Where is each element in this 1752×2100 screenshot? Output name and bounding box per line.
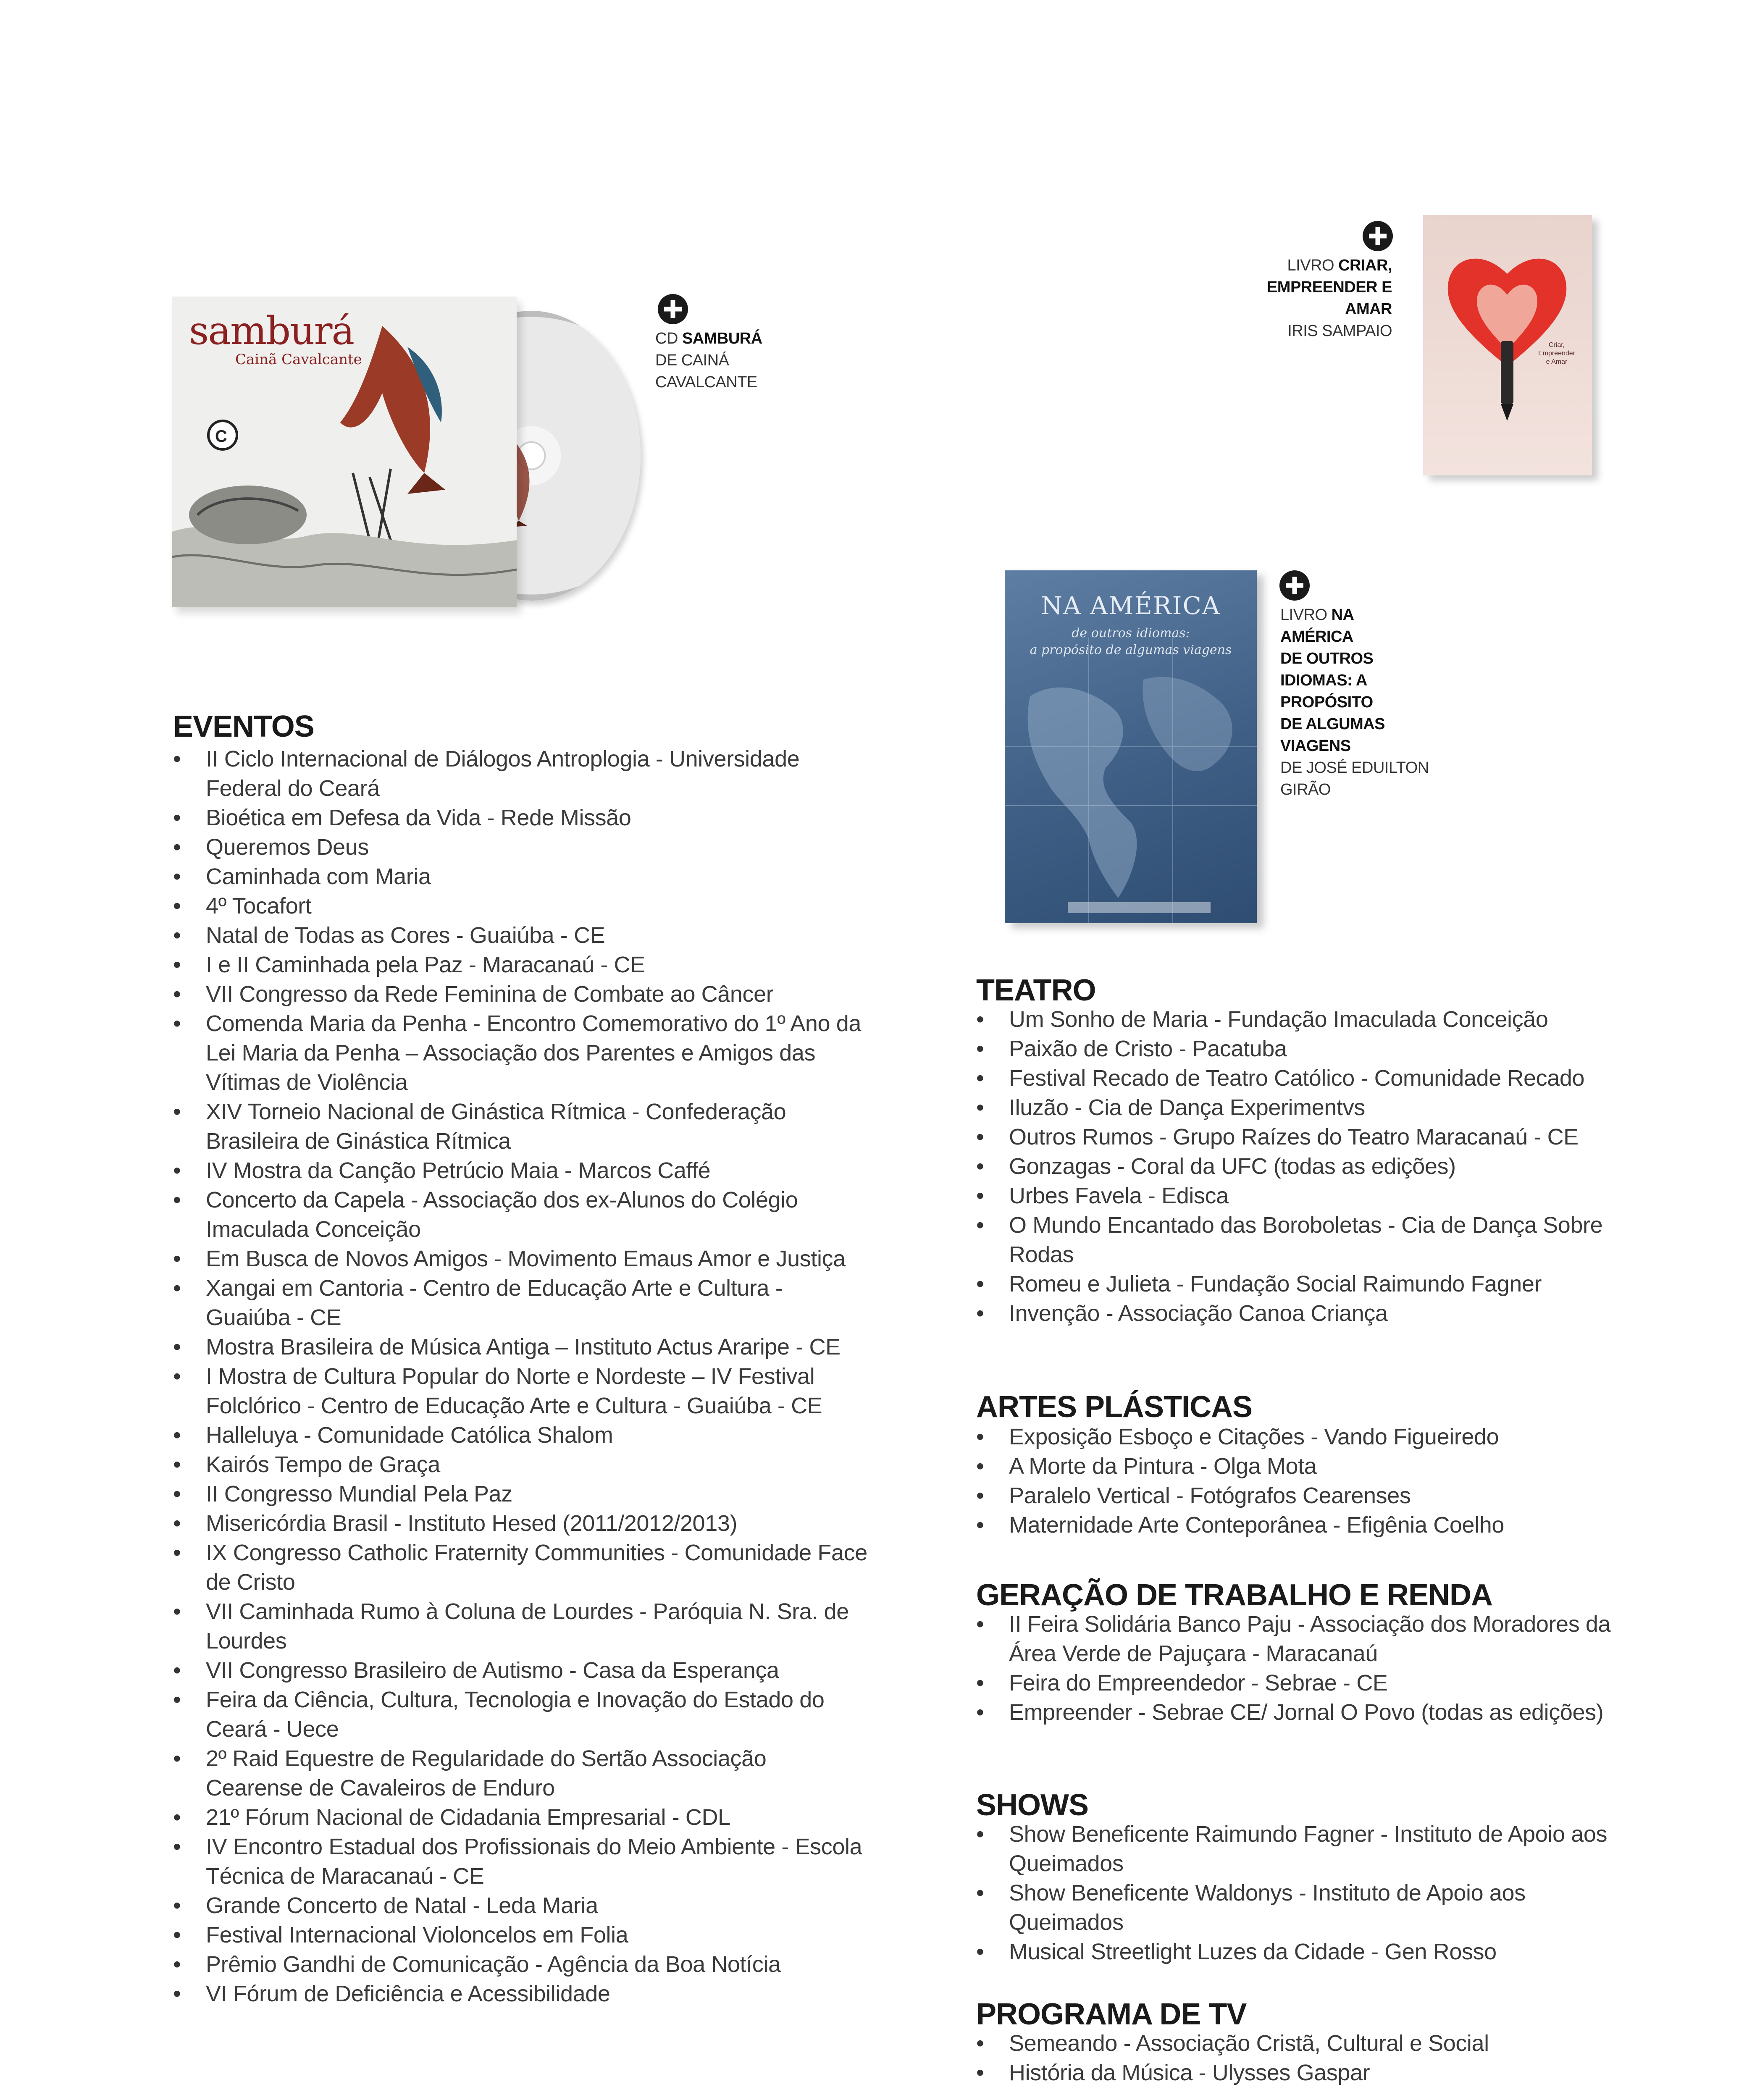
book-blue-title-2: AMÉRICA (1280, 628, 1353, 646)
section-title-teatro: TEATRO (976, 974, 1096, 1007)
cd-author-line-1: DE CAINÁ (655, 352, 729, 369)
teatro-list-item: • O Mundo Encantado das Boroboletas - Cia de Dança Sobre Rodas (975, 1210, 1613, 1269)
cd-cover-illustration-icon (172, 297, 517, 607)
book-red-cover-text (1531, 341, 1582, 366)
book-red-cover-line-3: e Amar (1546, 358, 1568, 365)
eventos-list-item: • Festival Internacional Violoncelos em Folia (171, 1920, 869, 1950)
plus-icon-book-red[interactable] (1363, 221, 1393, 251)
shows-list-item: • Show Beneficente Waldonys - Instituto de Apoio aos Queimados (975, 1878, 1613, 1937)
section-title-tv: PROGRAMA DE TV (976, 1998, 1247, 2031)
eventos-list-item: • VII Congresso da Rede Feminina de Combate ao Câncer (171, 979, 869, 1009)
eventos-list-item: • Em Busca de Novos Amigos - Movimento Emaus Amor e Justiça (171, 1244, 869, 1273)
cd-kind: CD (655, 330, 678, 347)
book-blue-cover-sub-1: de outros idiomas: (1072, 626, 1190, 640)
heart-pen-icon (1440, 240, 1574, 425)
eventos-list (171, 744, 869, 2008)
book-blue-title-1: NA (1331, 606, 1354, 624)
eventos-list-item: • Misericórdia Brasil - Instituto Hesed (2011/2012/2013) (171, 1509, 869, 1538)
teatro-list-item: • Outros Rumos - Grupo Raízes do Teatro Maracanaú - CE (975, 1122, 1613, 1152)
book-red-title-2: EMPREENDER E (1266, 278, 1392, 296)
book-red-kind: LIVRO (1287, 257, 1334, 274)
section-title-geracao: GERAÇÃO DE TRABALHO E RENDA (976, 1578, 1493, 1612)
teatro-list-item: • Invenção - Associação Canoa Criança (975, 1299, 1613, 1328)
teatro-list-item: • Paixão de Cristo - Pacatuba (975, 1034, 1613, 1063)
artes-list-item: • A Morte da Pintura - Olga Mota (975, 1452, 1613, 1481)
geracao-list-item: • Feira do Empreendedor - Sebrae - CE (975, 1668, 1613, 1698)
book-blue-title-4: IDIOMAS: A (1280, 672, 1367, 689)
book-blue-title-3: DE OUTROS (1280, 650, 1374, 667)
book-blue-author-2: GIRÃO (1280, 781, 1331, 798)
book-red-title-1: CRIAR, (1338, 257, 1392, 274)
shows-list-item: • Show Beneficente Raimundo Fagner - Instituto de Apoio aos Queimados (975, 1819, 1613, 1878)
eventos-list-item: • II Congresso Mundial Pela Paz (171, 1479, 869, 1509)
book-blue-title-7: VIAGENS (1280, 737, 1351, 755)
eventos-list-item: • 2º Raid Equestre de Regularidade do Sertão Associação Cearense de Cavaleiros de Enduro (171, 1744, 869, 1803)
cd-title: SAMBURÁ (682, 330, 762, 347)
eventos-list-item: • IV Encontro Estadual dos Profissionais do Meio Ambiente - Escola Técnica de Maracanaú - CE (171, 1832, 869, 1891)
book-blue-cover-title: NA AMÉRICA (1041, 591, 1221, 620)
tv-list (975, 2029, 1613, 2087)
cd-cover-title: samburá (189, 308, 354, 353)
book-red-caption (1243, 255, 1392, 342)
eventos-list-item: • Kairós Tempo de Graça (171, 1450, 869, 1479)
teatro-list-item: • Gonzagas - Coral da UFC (todas as edições) (975, 1152, 1613, 1181)
eventos-list-item: • Prêmio Gandhi de Comunicação - Agência da Boa Notícia (171, 1950, 869, 1979)
section-title-eventos: EVENTOS (173, 710, 314, 743)
eventos-list-item: • VI Fórum de Deficiência e Acessibilidade (171, 1979, 869, 2008)
eventos-list-item: • XIV Torneio Nacional de Ginástica Rítmica - Confederação Brasileira de Ginástica Rítmica (171, 1097, 869, 1156)
eventos-list-item: • Grande Concerto de Natal - Leda Maria (171, 1891, 869, 1920)
shows-list-item: • Musical Streetlight Luzes da Cidade - Gen Rosso (975, 1937, 1613, 1966)
eventos-list-item: • VII Congresso Brasileiro de Autismo - Casa da Esperança (171, 1656, 869, 1685)
eventos-list-item: • 4º Tocafort (171, 891, 869, 921)
eventos-list-item: • Concerto da Capela - Associação dos ex-Alunos do Colégio Imaculada Conceição (171, 1185, 869, 1244)
teatro-list-item: • Urbes Favela - Edisca (975, 1181, 1613, 1210)
artes-list-item: • Exposição Esboço e Citações - Vando Figueiredo (975, 1422, 1613, 1452)
teatro-list (975, 1005, 1613, 1328)
book-blue-cover-subtitle (1005, 625, 1257, 659)
eventos-list-item: • IV Mostra da Canção Petrúcio Maia - Marcos Caffé (171, 1156, 869, 1185)
eventos-list-item: • Xangai em Cantoria - Centro de Educação Arte e Cultura - Guaiúba - CE (171, 1273, 869, 1332)
eventos-list-item: • Mostra Brasileira de Música Antiga – Instituto Actus Araripe - CE (171, 1332, 869, 1362)
eventos-list-item: • 21º Fórum Nacional de Cidadania Empresarial - CDL (171, 1803, 869, 1832)
eventos-list-item: • Halleluya - Comunidade Católica Shalom (171, 1420, 869, 1450)
shows-list (975, 1819, 1613, 1966)
book-red-cover-line-1: Criar, (1548, 341, 1565, 349)
plus-icon-cd[interactable] (658, 294, 688, 324)
teatro-list-item: • Iluzão - Cia de Dança Experimentvs (975, 1093, 1613, 1122)
eventos-list-item: • I Mostra de Cultura Popular do Norte e Nordeste – IV Festival Folclórico - Centro de Educação Arte e Cultura - Guaiúba - CE (171, 1362, 869, 1420)
book-blue-kind: LIVRO (1280, 606, 1327, 624)
svg-text:C: C (215, 427, 227, 446)
cd-caption (655, 328, 762, 393)
book-blue-title-6: DE ALGUMAS (1280, 715, 1385, 733)
eventos-list-item: • Queremos Deus (171, 832, 869, 862)
artes-list-item: • Maternidade Arte Conteporânea - Efigênia Coelho (975, 1510, 1613, 1540)
book-red-cover-line-2: Empreender (1538, 350, 1576, 357)
section-title-shows: SHOWS (976, 1788, 1089, 1822)
book-blue-author-1: DE JOSÉ EDUILTON (1280, 759, 1429, 777)
tv-list-item: • História da Música - Ulysses Gaspar (975, 2058, 1613, 2087)
teatro-list-item: • Festival Recado de Teatro Católico - Comunidade Recado (975, 1063, 1613, 1093)
artes-list (975, 1422, 1613, 1540)
eventos-list-item: • Bioética em Defesa da Vida - Rede Missão (171, 803, 869, 832)
geracao-list-item: • II Feira Solidária Banco Paju - Associação dos Moradores da Área Verde de Pajuçara - Maracanaú (975, 1609, 1613, 1668)
artes-list-item: • Paralelo Vertical - Fotógrafos Cearenses (975, 1481, 1613, 1510)
section-title-artes: ARTES PLÁSTICAS (976, 1390, 1253, 1424)
teatro-list-item: • Romeu e Julieta - Fundação Social Raimundo Fagner (975, 1269, 1613, 1299)
cd-author-line-2: CAVALCANTE (655, 373, 757, 391)
teatro-list-item: • Um Sonho de Maria - Fundação Imaculada Conceição (975, 1005, 1613, 1034)
book-red-author: IRIS SAMPAIO (1287, 322, 1392, 340)
eventos-list-item: • Comenda Maria da Penha - Encontro Comemorativo do 1º Ano da Lei Maria da Penha – Associação dos Parentes e Amigos das Vítimas de Violência (171, 1009, 869, 1097)
geracao-list (975, 1609, 1613, 1727)
book-red-title-3: AMAR (1345, 300, 1392, 318)
eventos-list-item: • II Ciclo Internacional de Diálogos Antroplogia - Universidade Federal do Ceará (171, 744, 869, 803)
tv-list-item: • Semeando - Associação Cristã, Cultural e Social (975, 2029, 1613, 2058)
eventos-list-item: • Feira da Ciência, Cultura, Tecnologia e Inovação do Estado do Ceará - Uece (171, 1685, 869, 1744)
plus-icon-book-blue[interactable] (1279, 570, 1310, 601)
eventos-list-item: • IX Congresso Catholic Fraternity Communities - Comunidade Face de Cristo (171, 1538, 869, 1597)
book-red-cover-image (1423, 215, 1592, 475)
geracao-list-item: • Empreender - Sebrae CE/ Jornal O Povo (todas as edições) (975, 1698, 1613, 1727)
world-map-icon (1005, 570, 1257, 923)
book-blue-caption (1280, 604, 1429, 801)
cd-sleeve-image (172, 297, 517, 607)
book-blue-cover-image (1005, 570, 1257, 923)
eventos-list-item: • Caminhada com Maria (171, 862, 869, 891)
eventos-list-item: • Natal de Todas as Cores - Guaiúba - CE (171, 921, 869, 950)
book-blue-cover-sub-2: a propósito de algumas viagens (1030, 643, 1232, 657)
eventos-list-item: • I e II Caminhada pela Paz - Maracanaú - CE (171, 950, 869, 979)
eventos-list-item: • VII Caminhada Rumo à Coluna de Lourdes - Paróquia N. Sra. de Lourdes (171, 1597, 869, 1656)
book-blue-title-5: PROPÓSITO (1280, 693, 1373, 711)
cd-cover-artist: Cainã Cavalcante (235, 351, 362, 368)
